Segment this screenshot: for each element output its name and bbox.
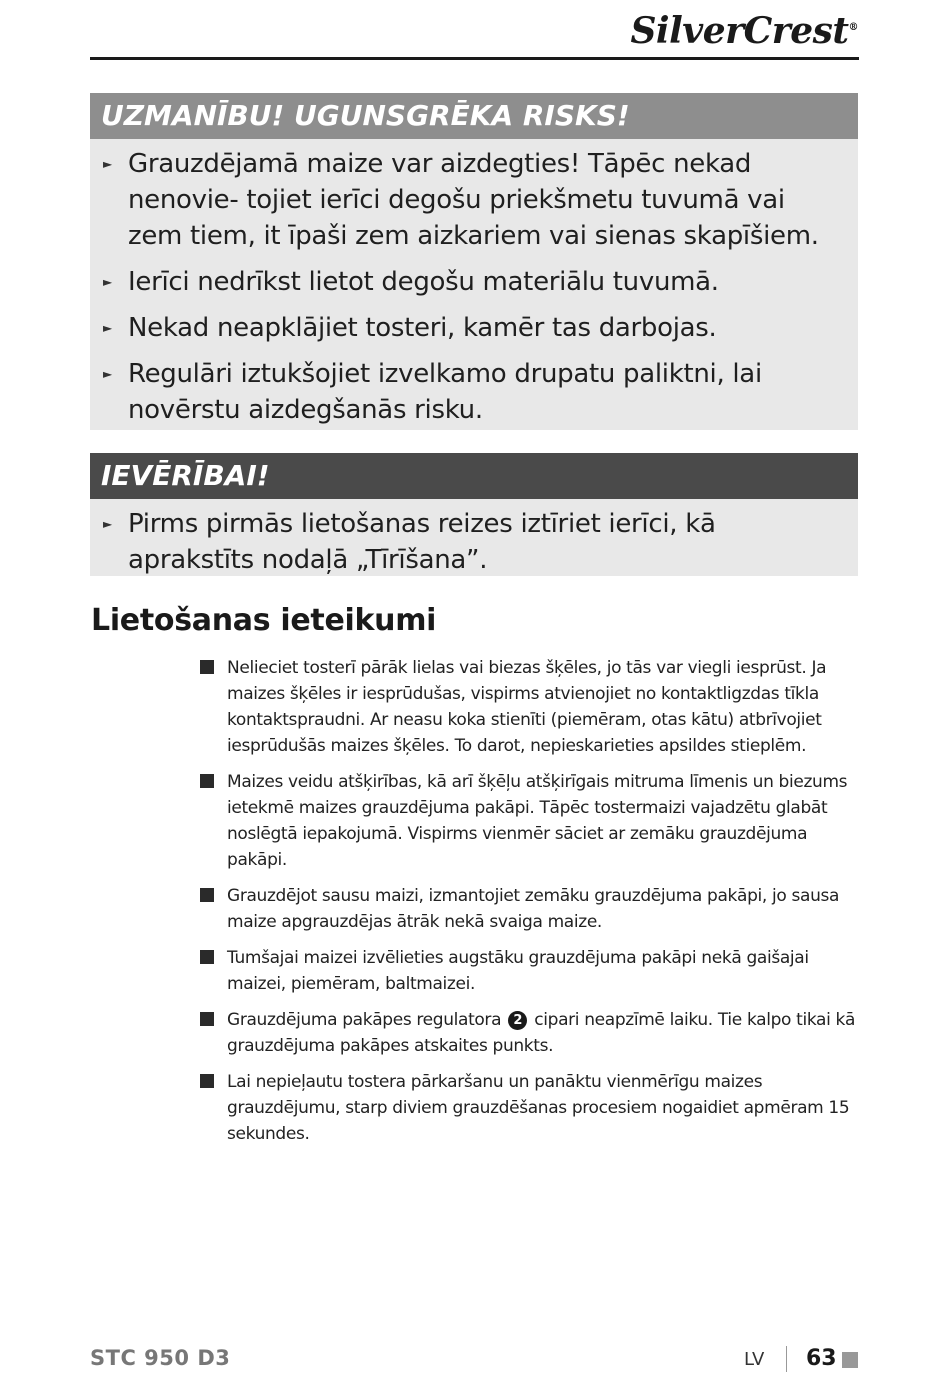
arrow-bullet-icon: ►: [103, 275, 112, 289]
square-bullet-icon: [200, 1012, 214, 1026]
reference-number-badge: 2: [508, 1011, 527, 1030]
tip-item: Tumšajai maizei izvēlieties augstāku grauzdējuma pakāpi nekā gaišajai maizei, piemēram, baltmaizei.: [200, 945, 865, 997]
warning-item: ► Regulāri iztukšojiet izvelkamo drupatu paliktni, lai novērstu aizdegšanās risku.: [90, 356, 858, 428]
fire-warning-title: UZMANĪBU! UGUNSGRĒKA RISKS!: [90, 93, 858, 139]
notice-box: [90, 453, 858, 576]
registered-mark: ®: [848, 22, 858, 33]
square-bullet-icon: [200, 660, 214, 674]
arrow-bullet-icon: ►: [103, 157, 112, 171]
arrow-bullet-icon: ►: [103, 321, 112, 335]
header-rule: [90, 57, 859, 60]
warning-item: ► Nekad neapklājiet tosteri, kamēr tas darbojas.: [90, 310, 858, 346]
footer-language: LV: [744, 1349, 765, 1370]
footer-divider: [786, 1346, 787, 1372]
notice-title: IEVĒRĪBAI!: [90, 453, 858, 499]
tips-list: [200, 655, 865, 1157]
square-bullet-icon: [200, 1074, 214, 1088]
section-heading: Lietošanas ieteikumi: [91, 603, 437, 638]
square-bullet-icon: [200, 950, 214, 964]
tip-item: Maizes veidu atšķirības, kā arī šķēļu atšķirīgais mitruma līmenis un biezums ietekmē maizes grauzdējuma pakāpi. Tāpēc tostermaizi vajadzētu glabāt noslēgtā iepakojumā. Vispirms vienmēr sāciet ar zemāku grauzdējuma pakāpi.: [200, 769, 865, 873]
warning-item: ► Ierīci nedrīkst lietot degošu materiālu tuvumā.: [90, 264, 858, 300]
square-bullet-icon: [200, 774, 214, 788]
tip-item: Grauzdējot sausu maizi, izmantojiet zemāku grauzdējuma pakāpi, jo sausa maize apgrauzdējas ātrāk nekā svaiga maize.: [200, 883, 865, 935]
fire-warning-box: [90, 93, 858, 430]
tip-item: Grauzdējuma pakāpes regulatora 2 cipari neapzīmē laiku. Tie kalpo tikai kā grauzdējuma pakāpes atskaites punkts.: [200, 1007, 865, 1059]
footer-square-icon: [842, 1352, 858, 1368]
brand-logo: SilverCrest®: [630, 10, 858, 52]
arrow-bullet-icon: ►: [103, 367, 112, 381]
warning-item: ► Grauzdējamā maize var aizdegties! Tāpēc nekad nenovie- tojiet ierīci degošu priekšmetu tuvumā vai zem tiem, it īpaši zem aizkariem vai sienas skapīšiem.: [90, 146, 858, 254]
tip-item: Lai nepieļautu tostera pārkaršanu un panāktu vienmērīgu maizes grauzdējumu, starp diviem grauzdēšanas procesiem nogaidiet apmēram 15 sekundes.: [200, 1069, 865, 1147]
square-bullet-icon: [200, 888, 214, 902]
arrow-bullet-icon: ►: [103, 517, 112, 531]
notice-item: ► Pirms pirmās lietošanas reizes iztīriet ierīci, kā aprakstīts nodaļā „Tīrīšana”.: [90, 506, 858, 578]
footer-page-number: 63: [806, 1346, 837, 1371]
notice-list: [90, 499, 858, 578]
fire-warning-list: [90, 139, 858, 428]
footer-model: STC 950 D3: [90, 1346, 231, 1370]
tip-item: Nelieciet tosterī pārāk lielas vai biezas šķēles, jo tās var viegli iesprūst. Ja maizes šķēles ir iesprūdušas, vispirms atvienojiet no kontaktligzdas tīkla kontaktspraudni. Ar neasu koka stienīti (piemēram, otas kātu) atbrīvojiet iesprūdušās maizes šķēles. To darot, nepieskarieties apsildes stieplēm.: [200, 655, 865, 759]
